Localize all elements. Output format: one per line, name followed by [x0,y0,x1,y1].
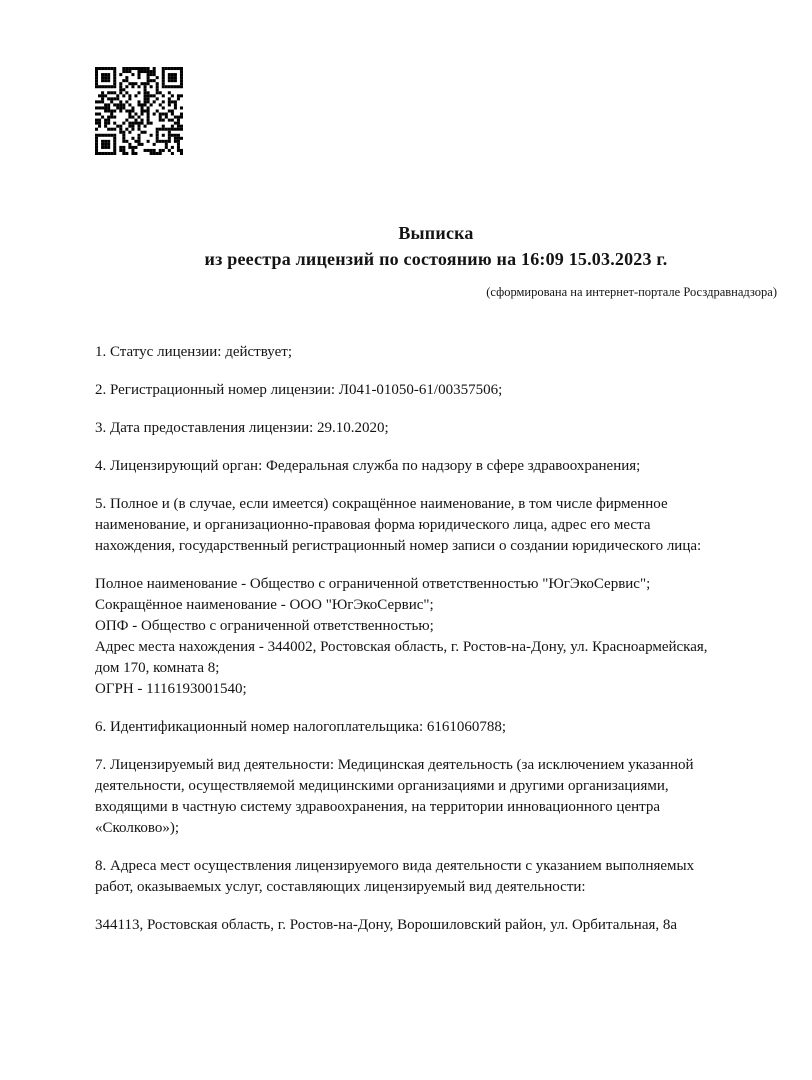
title-line-2: из реестра лицензий по состоянию на 16:09 15.03.2023 г. [204,249,668,269]
paragraph [95,856,777,898]
text-line: 3. Дата предоставления лицензии: 29.10.2020; [95,420,389,436]
paragraph [95,574,777,700]
paragraph [95,915,777,936]
paragraph [95,494,777,557]
text-line: ОГРН - 1116193001540; [95,681,247,697]
paragraph [95,755,777,839]
document-title [95,220,777,272]
document-subtitle: (сформирована на интернет-портале Росздравнадзора) [486,285,777,299]
paragraph [95,380,777,401]
text-line: дом 170, комната 8; [95,660,220,676]
qr-code [95,67,183,155]
paragraph [95,342,777,363]
text-line: 344113, Ростовская область, г. Ростов-на-Дону, Ворошиловский район, ул. Орбитальная, 8а [95,917,678,933]
text-line: ОПФ - Общество с ограниченной ответственностью; [95,618,434,634]
document-content [95,220,777,953]
paragraph [95,456,777,477]
text-line: нахождения, государственный регистрационный номер записи о создании юридического лица: [95,538,702,554]
text-line: Полное наименование - Общество с ограниченной ответственностью "ЮгЭкоСервис"; [95,576,651,592]
text-line: наименование, и организационно-правовая форма юридического лица, адрес его места [95,517,651,533]
text-line: деятельности, осуществляемой медицинскими организациями и другими организациями, [95,778,669,794]
text-line: 4. Лицензирующий орган: Федеральная служба по надзору в сфере здравоохранения; [95,458,641,474]
title-line-1: Выписка [398,223,474,243]
text-line: 2. Регистрационный номер лицензии: Л041-01050-61/00357506; [95,382,503,398]
text-line: 6. Идентификационный номер налогоплательщика: 6161060788; [95,719,507,735]
text-line: 7. Лицензируемый вид деятельности: Медицинская деятельность (за исключением указанной [95,757,694,773]
text-line: «Сколково»); [95,820,179,836]
text-line: Сокращённое наименование - ООО "ЮгЭкоСервис"; [95,597,434,613]
document-body [95,342,777,936]
text-line: 1. Статус лицензии: действует; [95,344,292,360]
paragraph [95,418,777,439]
text-line: работ, оказываемых услуг, составляющих лицензируемый вид деятельности: [95,879,586,895]
text-line: входящими в частную систему здравоохранения, на территории инновационного центра [95,799,661,815]
text-line: 5. Полное и (в случае, если имеется) сокращённое наименование, в том числе фирменное [95,496,668,512]
text-line: Адрес места нахождения - 344002, Ростовская область, г. Ростов-на-Дону, ул. Красноармейская, [95,639,708,655]
paragraph [95,717,777,738]
text-line: 8. Адреса мест осуществления лицензируемого вида деятельности с указанием выполняемых [95,858,695,874]
